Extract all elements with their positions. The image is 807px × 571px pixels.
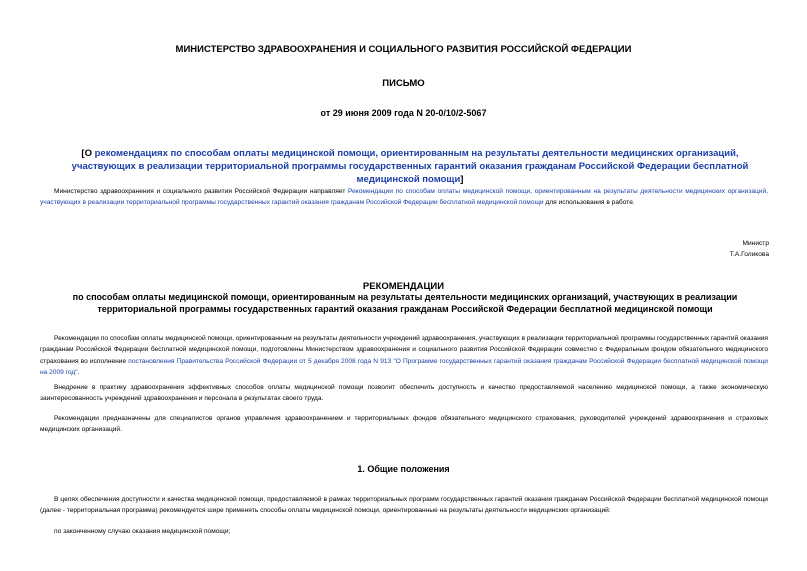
paragraph-purpose-text: Рекомендации по способам оплаты медицинской помощи, ориентированным на результаты деятельности учреждений здравоохранения, участвующих в реализации территориальной программы государственных гарантий оказания гражданам Российской Федерации бесплатной медицинской помощи, подготовлены Министерством здравоохранения и социального развития Российской Федерации совместно с Федеральным фондом обязательного медицинского страхования во исполнение [40, 335, 768, 365]
government-resolution-link[interactable]: постановления Правительства Российской Федерации от 5 декабря 2008 года N 913 "О Программе государственных гарантий оказания гражданам Российской Федерации бесплатной медицинской помощи на 2009 год" [40, 357, 768, 377]
paragraph-section1-intro [40, 494, 768, 517]
document-subject [60, 147, 760, 186]
intro-paragraph [40, 186, 768, 209]
section-1-title: 1. Общие положения [357, 464, 450, 474]
paragraph-implementation-text: Внедрение в практику здравоохранения эффективных способов оплаты медицинской помощи позволит обеспечить доступность и качество предоставляемой населению медицинской помощи, а также экономическую заинтересованность учреждений здравоохранения и персонала в результатах своего труда. [40, 384, 768, 403]
paragraph-purpose [40, 333, 768, 379]
paragraph-payment-method [40, 526, 768, 537]
paragraph-payment-method-text: по законченному случаю оказания медицинской помощи; [54, 528, 231, 535]
subject-link[interactable]: рекомендациях по способам оплаты медицинской помощи, ориентированным на результаты деятельности медицинских организаций, участвующих в реализации территориальной программы государственных гарантий оказания гражданам Российской Федерации бесплатной медицинской помощи [71, 148, 749, 185]
document-date-number: от 29 июня 2009 года N 20-0/10/2-5067 [320, 108, 487, 118]
signature-name: Т.А.Голикова [729, 251, 769, 258]
ministry-heading: МИНИСТЕРСТВО ЗДРАВООХРАНЕНИЯ И СОЦИАЛЬНОГО РАЗВИТИЯ РОССИЙСКОЙ ФЕДЕРАЦИИ [175, 44, 632, 55]
intro-recommendations-link[interactable]: Рекомендации по способам оплаты медицинской помощи, ориентированным на результаты деятельности медицинских организаций, участвующих в реализации территориальной программы государственных гарантий оказания гражданам Российской Федерации бесплатной медицинской помощи [40, 188, 768, 207]
paragraph-purpose-end: . [77, 369, 80, 377]
signature-position: Министр [742, 240, 769, 247]
subject-close-bracket: ] [460, 174, 464, 185]
paragraph-section1-intro-text: В целях обеспечения доступности и качества медицинской помощи, предоставляемой в рамках территориальных программ государственных гарантий оказания гражданам Российской Федерации бесплатной медицинской помощи (далее - территориальная программа) рекомендуется шире применять способы оплаты медицинской помощи, ориентированные на результаты деятельности медицинских организаций: [40, 496, 768, 515]
paragraph-audience [40, 413, 768, 436]
intro-text-after: для использования в работе. [543, 199, 635, 207]
recommendations-title: РЕКОМЕНДАЦИИ [362, 281, 445, 292]
paragraph-implementation [40, 382, 768, 405]
subject-open-bracket: [О [81, 148, 95, 159]
document-type: ПИСЬМО [382, 78, 425, 89]
intro-text-before: Министерство здравоохранения и социального развития Российской Федерации направляет [54, 188, 349, 195]
recommendations-subtitle: по способам оплаты медицинской помощи, ориентированным на результаты деятельности медицинских организаций, участвующих в реализации территориальной программы государственных гарантий оказания гражданам Российской Федерации бесплатной медицинской помощи [72, 292, 738, 314]
paragraph-audience-text: Рекомендации предназначены для специалистов органов управления здравоохранением и территориальных фондов обязательного медицинского страхования, руководителей учреждений здравоохранения и страховых медицинских организаций. [40, 415, 768, 434]
